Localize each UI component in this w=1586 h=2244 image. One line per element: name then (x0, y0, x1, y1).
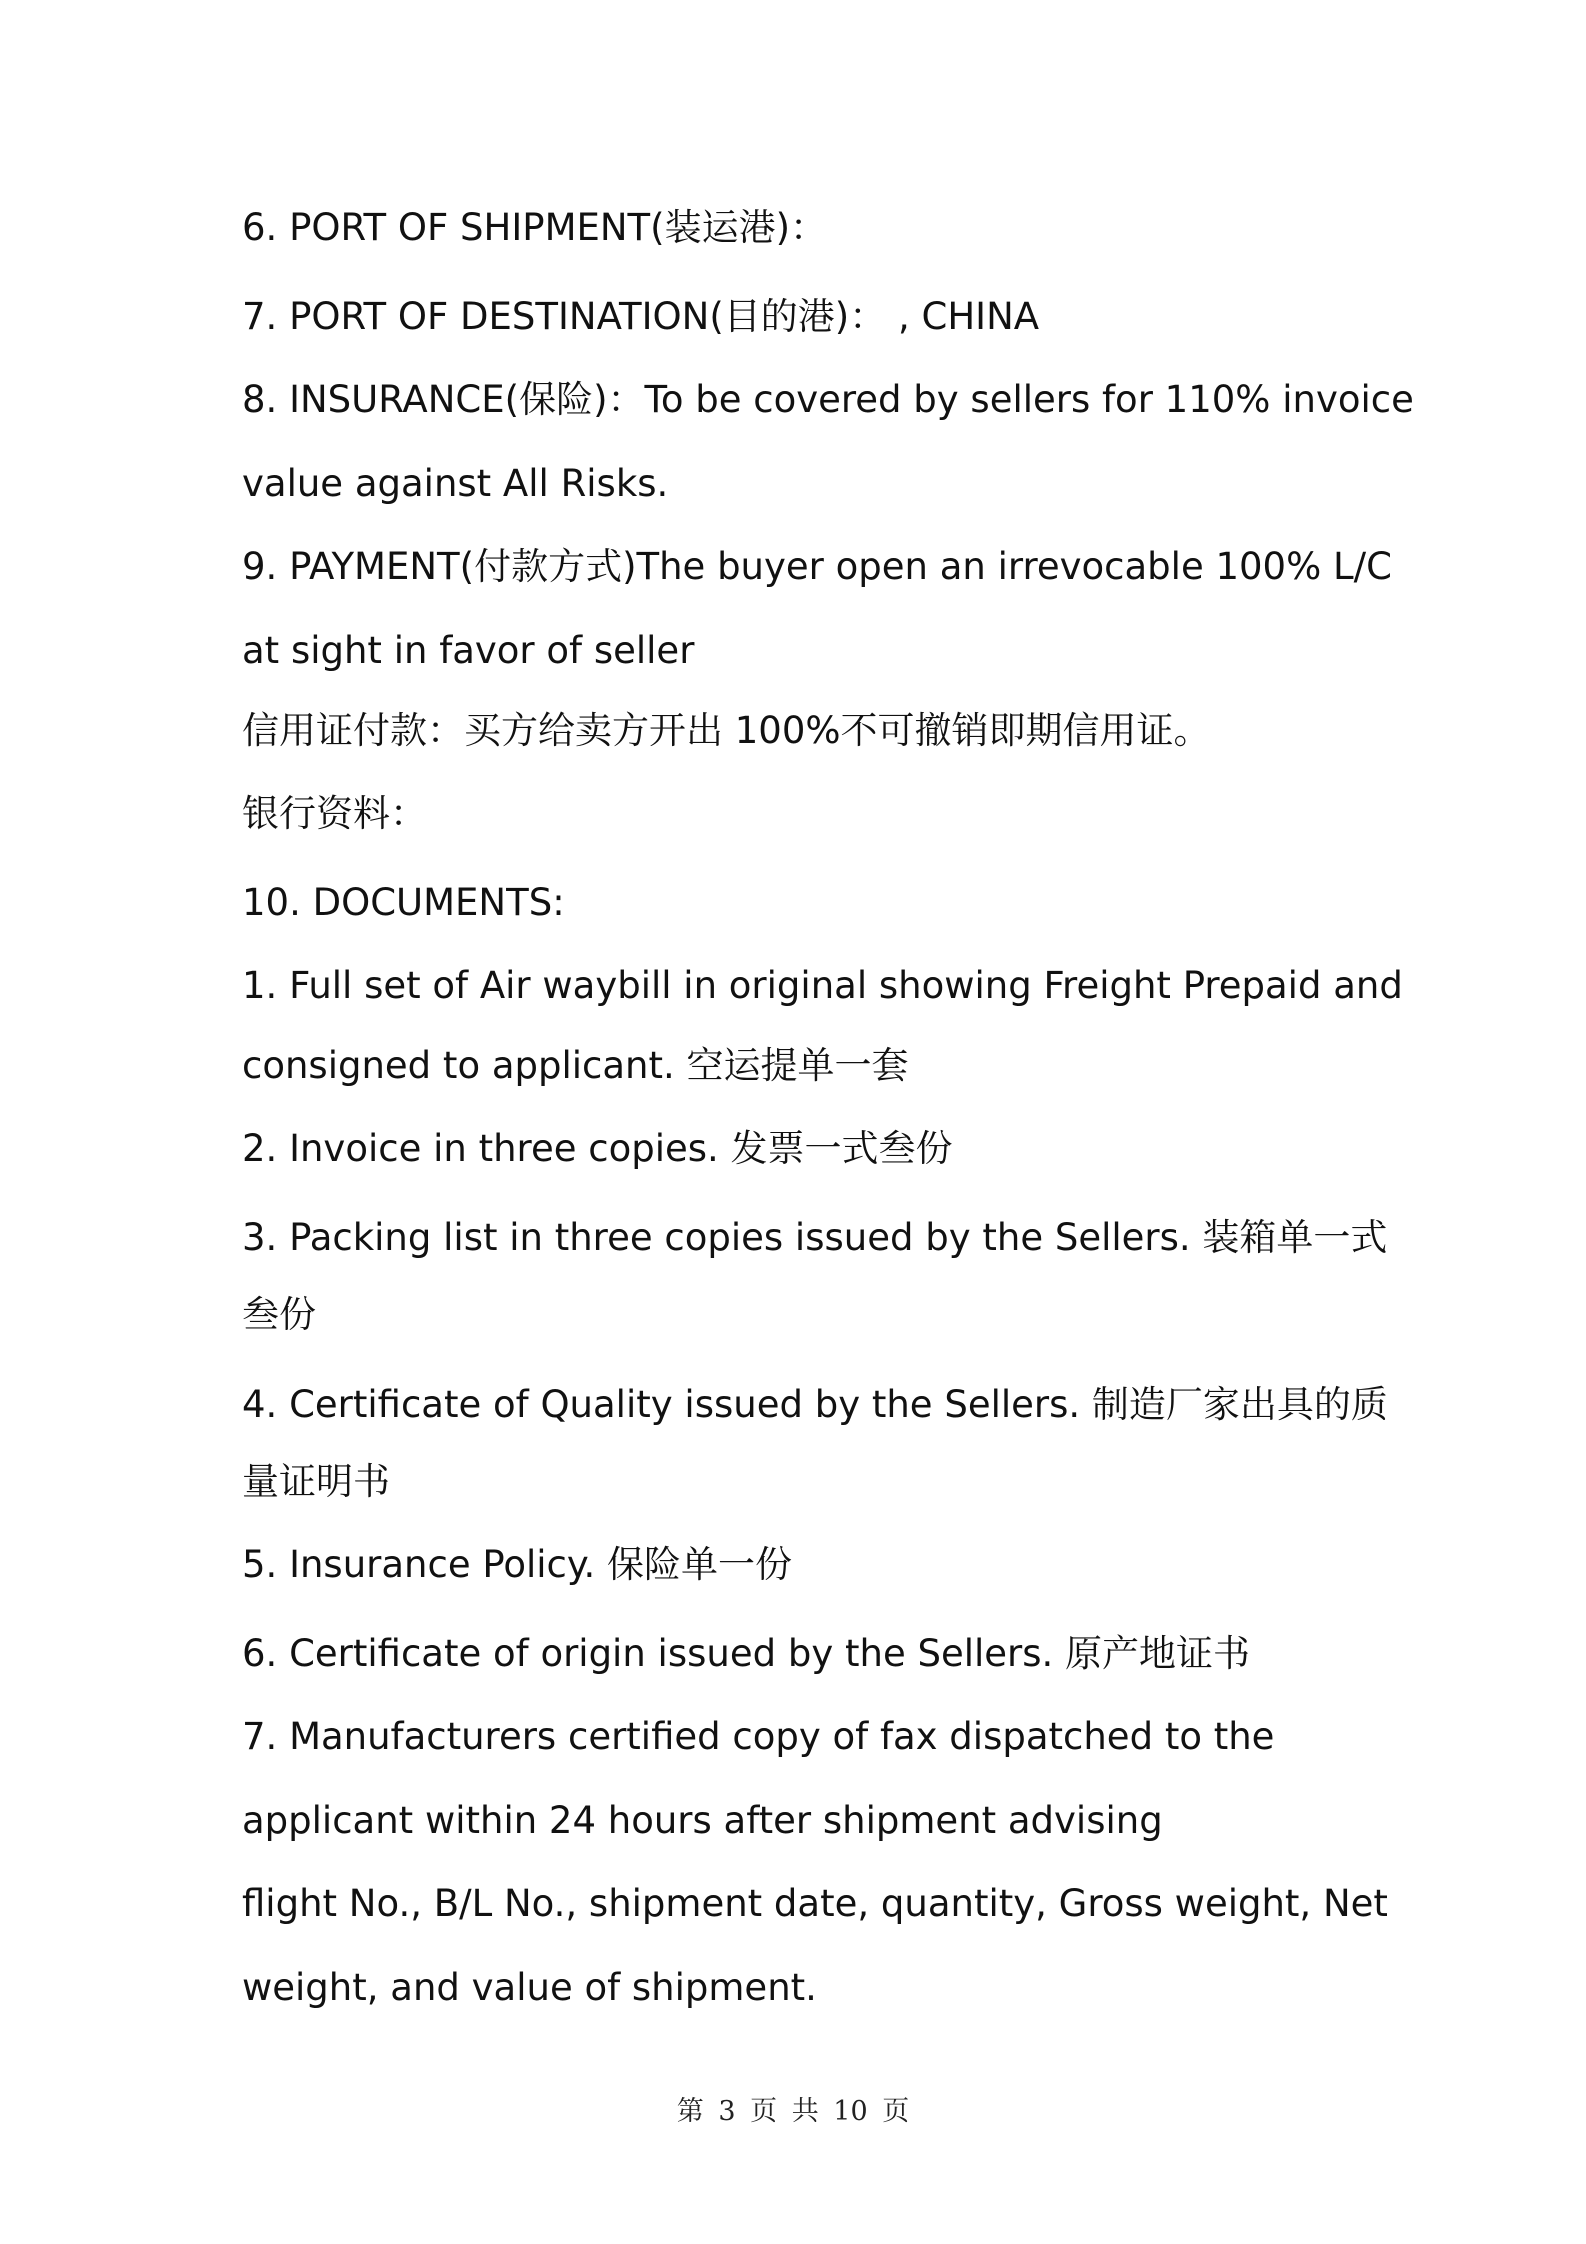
text-line-doc-5: 5. Insurance Policy. 保险单一份 (242, 1543, 793, 1586)
text-line-doc-7-cont-1: applicant within 24 hours after shipment advising (242, 1799, 1163, 1842)
text-line-payment-chinese: 信用证付款：买方给卖方开出 100%不可撤销即期信用证。 (242, 709, 1211, 752)
text-line-doc-2: 2. Invoice in three copies. 发票一式叁份 (242, 1127, 953, 1170)
text-line-doc-7-cont-2: flight No., B/L No., shipment date, quantity, Gross weight, Net (242, 1882, 1388, 1925)
text-line-doc-1: 1. Full set of Air waybill in original showing Freight Prepaid and (242, 964, 1403, 1007)
text-line-doc-4: 4. Certificate of Quality issued by the Sellers. 制造厂家出具的质 (242, 1383, 1388, 1426)
text-line-doc-1-cont: consigned to applicant. 空运提单一套 (242, 1044, 909, 1087)
text-line-insurance: 8. INSURANCE(保险)：To be covered by sellers for 110% invoice (242, 378, 1414, 421)
text-line-doc-7: 7. Manufacturers certified copy of fax dispatched to the (242, 1715, 1275, 1758)
page-number-footer: 第 3 页 共 10 页 (676, 2096, 910, 2127)
text-line-doc-4-cont: 量证明书 (242, 1460, 390, 1503)
text-line-port-of-destination: 7. PORT OF DESTINATION(目的港)： , CHINA (242, 295, 1040, 338)
text-line-insurance-cont: value against All Risks. (242, 462, 669, 505)
text-line-port-of-shipment: 6. PORT OF SHIPMENT(装运港)： (242, 206, 828, 249)
text-line-bank-info: 银行资料： (242, 792, 427, 835)
text-line-payment: 9. PAYMENT(付款方式)The buyer open an irrevocable 100% L/C (242, 545, 1392, 588)
text-line-doc-3-cont: 叁份 (242, 1293, 316, 1336)
text-line-doc-6: 6. Certificate of origin issued by the Sellers. 原产地证书 (242, 1632, 1251, 1675)
text-line-documents-heading: 10. DOCUMENTS: (242, 881, 565, 924)
text-line-doc-7-cont-3: weight, and value of shipment. (242, 1966, 817, 2009)
text-line-payment-cont: at sight in favor of seller (242, 629, 695, 672)
text-line-doc-3: 3. Packing list in three copies issued by the Sellers. 装箱单一式 (242, 1216, 1388, 1259)
